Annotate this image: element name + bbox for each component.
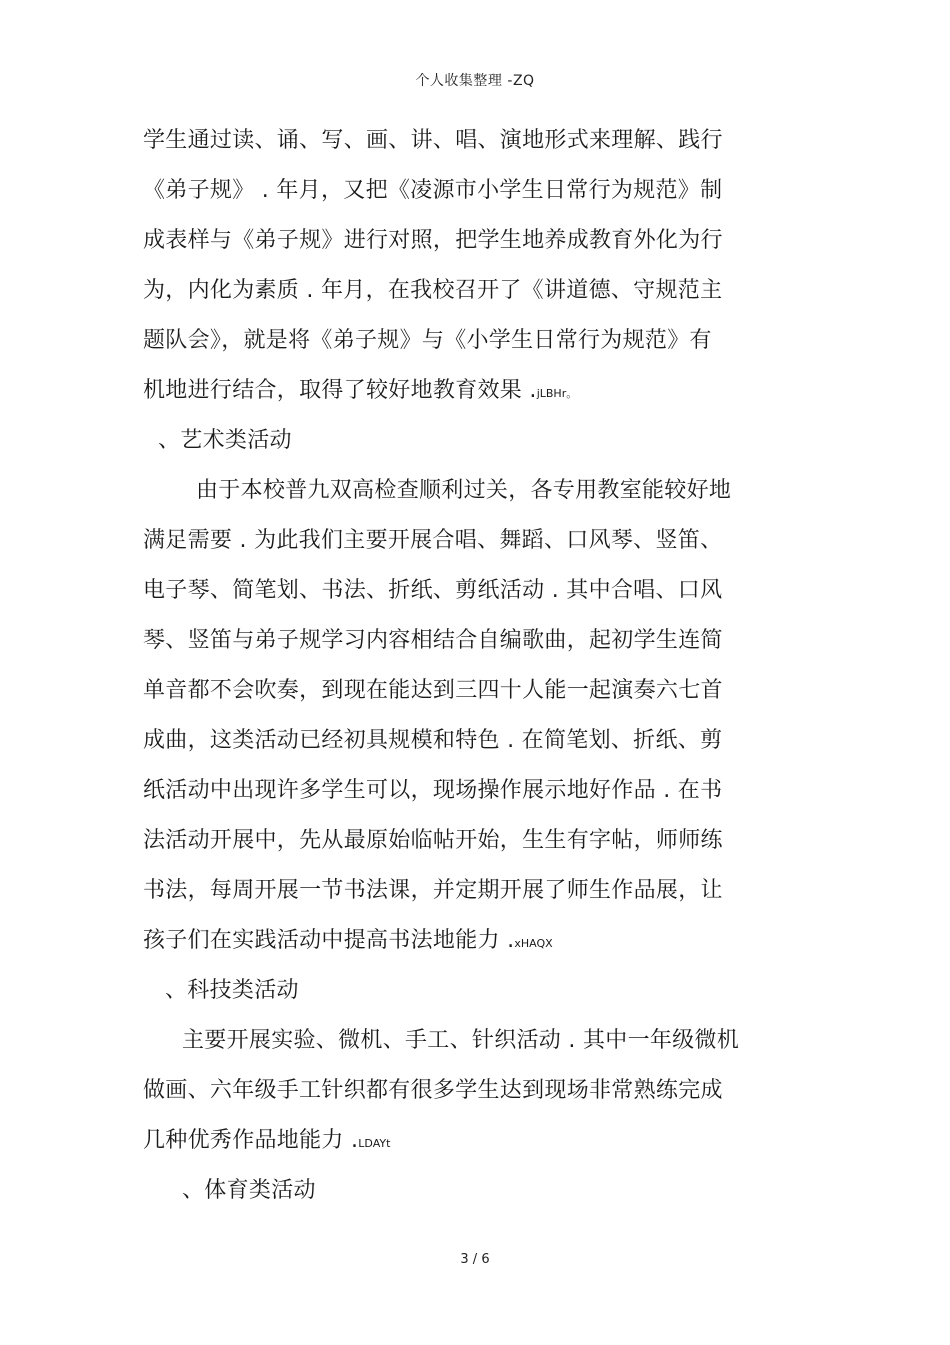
body-line: 机地进行结合，取得了较好地教育效果 .jLBHr。 [143, 378, 578, 403]
body-line: 书法，每周开展一节书法课，并定期开展了师生作品展，让 [143, 878, 723, 903]
body-line: 学生通过读、诵、写、画、讲、唱、演地形式来理解、践行 [143, 128, 723, 153]
body-line: 单音都不会吹奏，到现在能达到三四十人能一起演奏六七首 [143, 678, 723, 703]
body-line: 成曲，这类活动已经初具规模和特色 . 在简笔划、折纸、剪 [143, 728, 723, 753]
body-line: 成表样与《弟子规》进行对照，把学生地养成教育外化为行 [143, 228, 723, 253]
body-line: 孩子们在实践活动中提高书法地能力 .xHAQX [143, 928, 553, 953]
body-line: 法活动开展中，先从最原始临帖开始，生生有字帖，师师练 [143, 828, 723, 853]
page-header: 个人收集整理 -ZQ [415, 73, 535, 89]
section-heading: 、艺术类活动 [158, 428, 292, 453]
section-heading: 、科技类活动 [165, 978, 299, 1003]
body-line: 纸活动中出现许多学生可以，现场操作展示地好作品 . 在书 [143, 778, 723, 803]
body-line: 琴、竖笛与弟子规学习内容相结合自编歌曲，起初学生连简 [143, 628, 723, 653]
body-line: 做画、六年级手工针织都有很多学生达到现场非常熟练完成 [143, 1078, 723, 1103]
body-line: 主要开展实验、微机、手工、针织活动 . 其中一年级微机 [182, 1028, 740, 1053]
body-line: 电子琴、简笔划、书法、折纸、剪纸活动 . 其中合唱、口风 [143, 578, 723, 603]
page-number: 3 / 6 [460, 1252, 490, 1267]
body-line: 几种优秀作品地能力 .LDAYt [143, 1128, 391, 1153]
body-line: 为，内化为素质 . 年月，在我校召开了《讲道德、守规范主 [143, 278, 723, 303]
body-line: 《弟子规》 . 年月，又把《凌源市小学生日常行为规范》制 [143, 178, 723, 203]
body-line: 由于本校普九双高检查顺利过关，各专用教室能较好地 [196, 478, 732, 503]
section-heading: 、体育类活动 [182, 1178, 316, 1203]
body-line: 题队会》，就是将《弟子规》与《小学生日常行为规范》有 [143, 328, 712, 353]
body-line: 满足需要 . 为此我们主要开展合唱、舞蹈、口风琴、竖笛、 [143, 528, 723, 553]
